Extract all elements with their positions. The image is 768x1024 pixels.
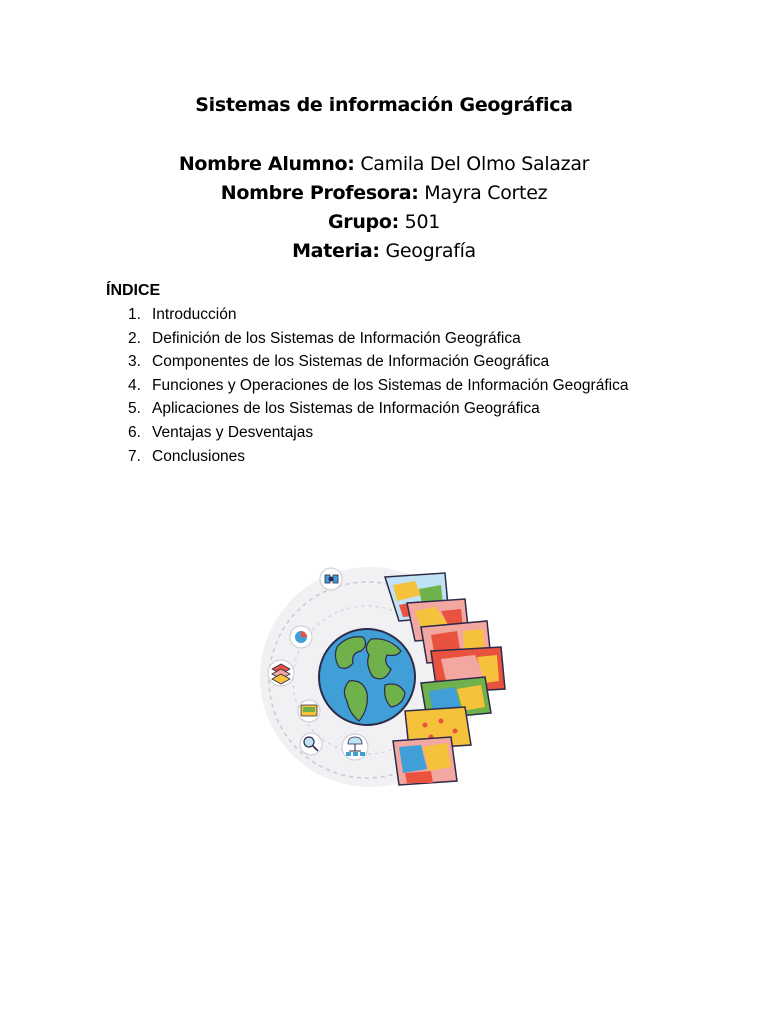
index-item [128,305,628,329]
satellite-icon [320,568,342,590]
info-value: 501 [404,211,441,233]
magnifier-icon [300,733,322,755]
index-item-number: 2. [128,329,141,347]
index-item-number: 3. [128,353,141,371]
info-label: Nombre Alumno: [178,153,355,175]
index-item [128,399,628,423]
index-item [128,352,628,376]
index-item-text: Introducción [152,306,237,323]
layers-icon [268,660,294,686]
index-item-number: 4. [128,376,141,394]
globe-icon [319,629,415,725]
pie-chart-icon [290,626,312,648]
student-info [0,150,768,266]
document-title: Sistemas de información Geográfica [195,94,573,116]
index-item-number: 6. [128,423,141,441]
index-item-number: 5. [128,400,141,418]
index-item-number: 7. [128,447,141,465]
map-layer-7 [393,737,457,785]
index-item-text: Funciones y Operaciones de los Sistemas de Información Geográfica [152,376,629,394]
info-subject [0,237,768,266]
index-list [128,305,628,470]
index-item [128,423,628,447]
index-item-number: 1. [128,306,141,323]
info-group [0,208,768,237]
index-item-text: Definición de los Sistemas de Información Geográfica [152,329,521,347]
index-item [128,376,628,400]
index-item-text: Conclusiones [152,447,246,465]
index-item-text: Aplicaciones de los Sistemas de Información Geográfica [152,400,540,418]
info-value: Camila Del Olmo Salazar [360,153,590,175]
info-value: Mayra Cortez [424,182,548,204]
gis-illustration [255,555,515,790]
info-student [0,150,768,179]
info-value: Geografía [385,240,476,262]
monitor-icon [298,700,320,722]
index-item-text: Ventajas y Desventajas [152,423,314,441]
info-label: Materia: [292,240,380,262]
index-item-text: Componentes de los Sistemas de Información Geográfica [152,353,550,371]
info-label: Nombre Profesora: [220,182,419,204]
network-icon [342,734,368,760]
info-teacher [0,179,768,208]
index-item [128,447,628,471]
index-heading: ÍNDICE [106,282,161,299]
info-label: Grupo: [327,211,399,233]
index-item [128,329,628,353]
